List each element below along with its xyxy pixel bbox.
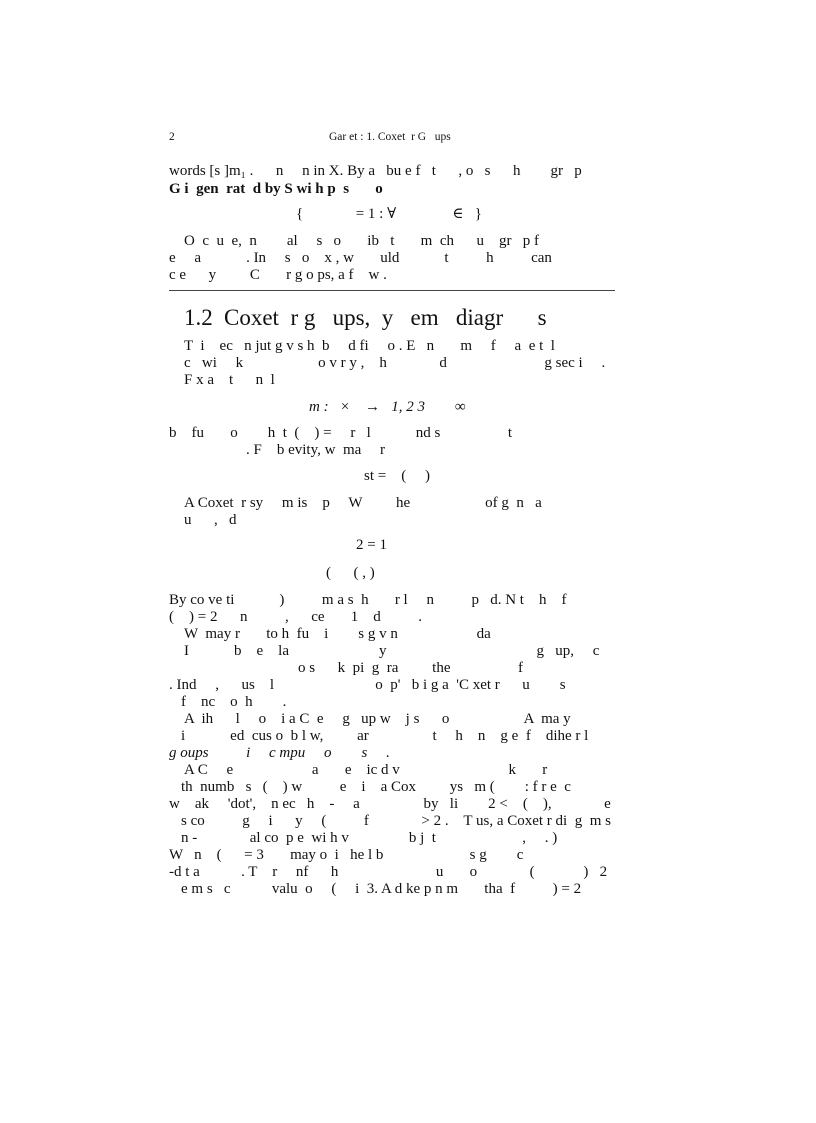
text-line: words [s ]m₁ . n n in X. By a bu e f t , o s h gr p — [169, 163, 582, 179]
text-line: c wi k o v r y , h d g sec i . — [184, 355, 606, 371]
display-equation: { = 1 : ∀ ∈ } — [296, 206, 482, 222]
section-title: Coxet r g ups, y em diagr s — [224, 305, 547, 330]
display-equation: st = ( ) — [364, 468, 430, 484]
text-line: O c u e, n al s o ib t m ch u gr p f — [184, 233, 539, 249]
text-line: A ih l o i a C e g up w j s o A ma y — [184, 711, 571, 727]
text-line: s co g i y ( f > 2 . T us, a Coxet r di g m s — [181, 813, 611, 829]
horizontal-rule — [169, 290, 615, 291]
display-equation: 2 = 1 — [356, 537, 387, 553]
display-equation: m : × → 1, 2 3 ∞ — [309, 399, 466, 415]
text-line: th numb s ( ) w e i a Cox ys m ( : f r e c — [181, 779, 571, 795]
text-line: A Coxet r sy m is p W he of g n a — [184, 495, 542, 511]
text-line: b fu o h t ( ) = r l nd s t — [169, 425, 513, 441]
text-line: o s k pi g ra the f — [298, 660, 523, 676]
text-line: T i ec n jut g v s h b d fi o . E n m f a e t l — [184, 338, 555, 354]
text-line: A C e a e ic d v k r — [184, 762, 548, 778]
display-equation: ( ( , ) — [326, 565, 375, 581]
text-line: . F b evity, w ma r — [246, 442, 386, 458]
text-line: -d t a . T r nf h u o ( ) 2 — [169, 864, 608, 880]
text-line: . Ind , us l o p' b i g a 'C xet r u s — [169, 677, 566, 693]
text-line: I b e la y g up, c — [184, 643, 600, 659]
text-line: i ed cus o b l w, ar t h n g e f dihe r l — [181, 728, 589, 744]
text-line: n - al co p e wi h v b j t , . ) — [181, 830, 558, 846]
text-line: w ak 'dot', n ec h - a by li 2 < ( ), e — [169, 796, 611, 812]
page-number: 2 — [169, 131, 175, 143]
text-line: By co ve ti ) m a s h r l n p d. N t h f — [169, 592, 567, 608]
section-number: 1.2 — [184, 305, 213, 330]
text-line: e a . In s o x , w uld t h can — [169, 250, 552, 266]
text-line: W n ( = 3 may o i he l b s g c — [169, 847, 524, 863]
text-line: W may r to h fu i s g v n da — [184, 626, 491, 642]
text-line: e m s c valu o ( i 3. A d ke p n m tha f ) = 2 — [181, 881, 582, 897]
text-line: g oups i c mpu o s . — [169, 745, 390, 761]
text-line: u , d — [184, 512, 237, 528]
text-line: G i gen rat d by S wi h p s o — [169, 181, 383, 197]
running-title: Gar et : 1. Coxet r G ups — [329, 131, 451, 143]
text-line: F x a t n l — [184, 372, 275, 388]
text-line: f nc o h . — [181, 694, 287, 710]
text-line: ( ) = 2 n , ce 1 d . — [169, 609, 423, 625]
text-line: c e y C r g o ps, a f w . — [169, 267, 387, 283]
